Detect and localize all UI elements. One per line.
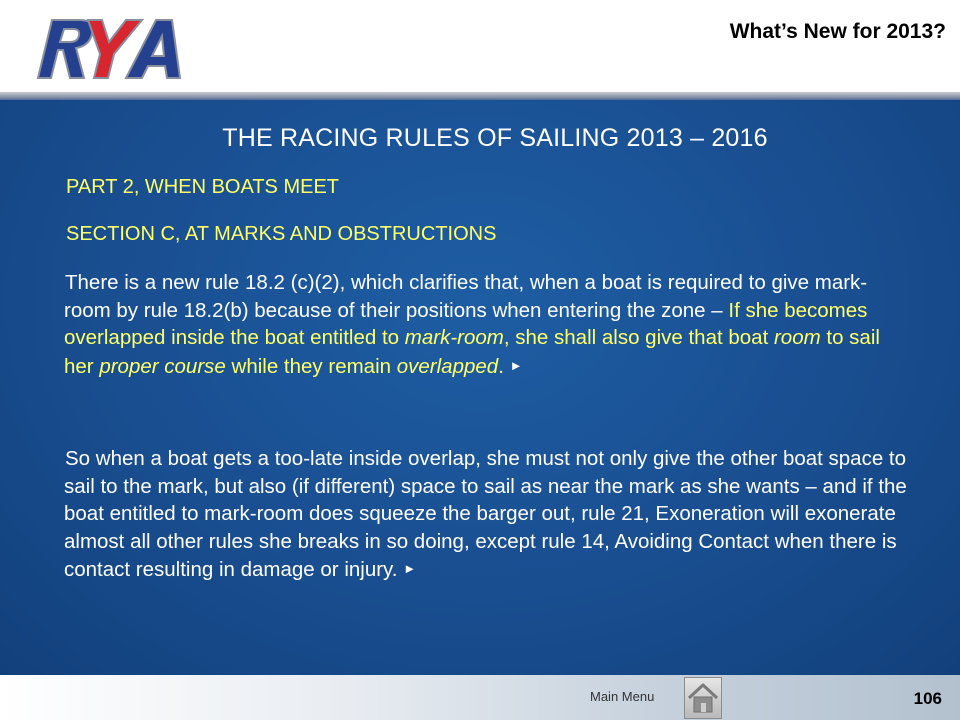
rule-quote: . (498, 354, 510, 378)
rule-term-mark-room: mark-room (404, 326, 504, 349)
rule-term-proper-course: proper course (99, 354, 226, 378)
header (0, 0, 960, 92)
rule-quote: If she becomes overlapped inside the boat entitled to (64, 298, 868, 349)
next-arrow-icon[interactable]: ► (509, 357, 523, 373)
paragraph-text: There is a new rule 18.2 (c)(2), which clarifies that, when a boat is required to give mark-room by rule 18.2(b) because of their positions when entering the zone – (64, 271, 868, 322)
next-arrow-icon[interactable]: ► (403, 561, 417, 576)
slide-body (0, 100, 960, 675)
rule-term-overlapped: overlapped (396, 354, 499, 378)
home-button[interactable] (684, 677, 722, 719)
section-heading: SECTION C, AT MARKS AND OBSTRUCTIONS (66, 223, 497, 245)
home-icon (685, 678, 721, 718)
rule-quote: while they remain (225, 354, 397, 378)
rule-quote: to sail her (64, 326, 880, 378)
page-number: 106 (913, 689, 942, 708)
rya-logo-graphic (30, 14, 190, 84)
main-menu-label[interactable]: Main Menu (590, 689, 655, 704)
paragraph-rule-18-2 (64, 269, 909, 380)
rule-term-room: room (773, 326, 821, 349)
slide-title: THE RACING RULES OF SAILING 2013 – 2016 (222, 124, 768, 152)
header-title: What’s New for 2013? (729, 20, 946, 43)
part-heading: PART 2, WHEN BOATS MEET (66, 176, 340, 198)
rule-quote: , she shall also give that boat (503, 326, 774, 349)
paragraph-explanation (64, 445, 909, 584)
paragraph-text: So when a boat gets a too-late inside overlap, she must not only give the other boat space to sail to the mark, but also (if different) space to sail as near the mark as she wants – and if the boat entitled to mark-room does squeeze the barger out, rule 21, Exoneration will exonerate almost all other rules she breaks in so doing, except rule 14, Avoiding Contact when there is contact resulting in damage or injury. (64, 447, 907, 581)
footer (0, 675, 960, 720)
rya-logo (30, 14, 190, 84)
